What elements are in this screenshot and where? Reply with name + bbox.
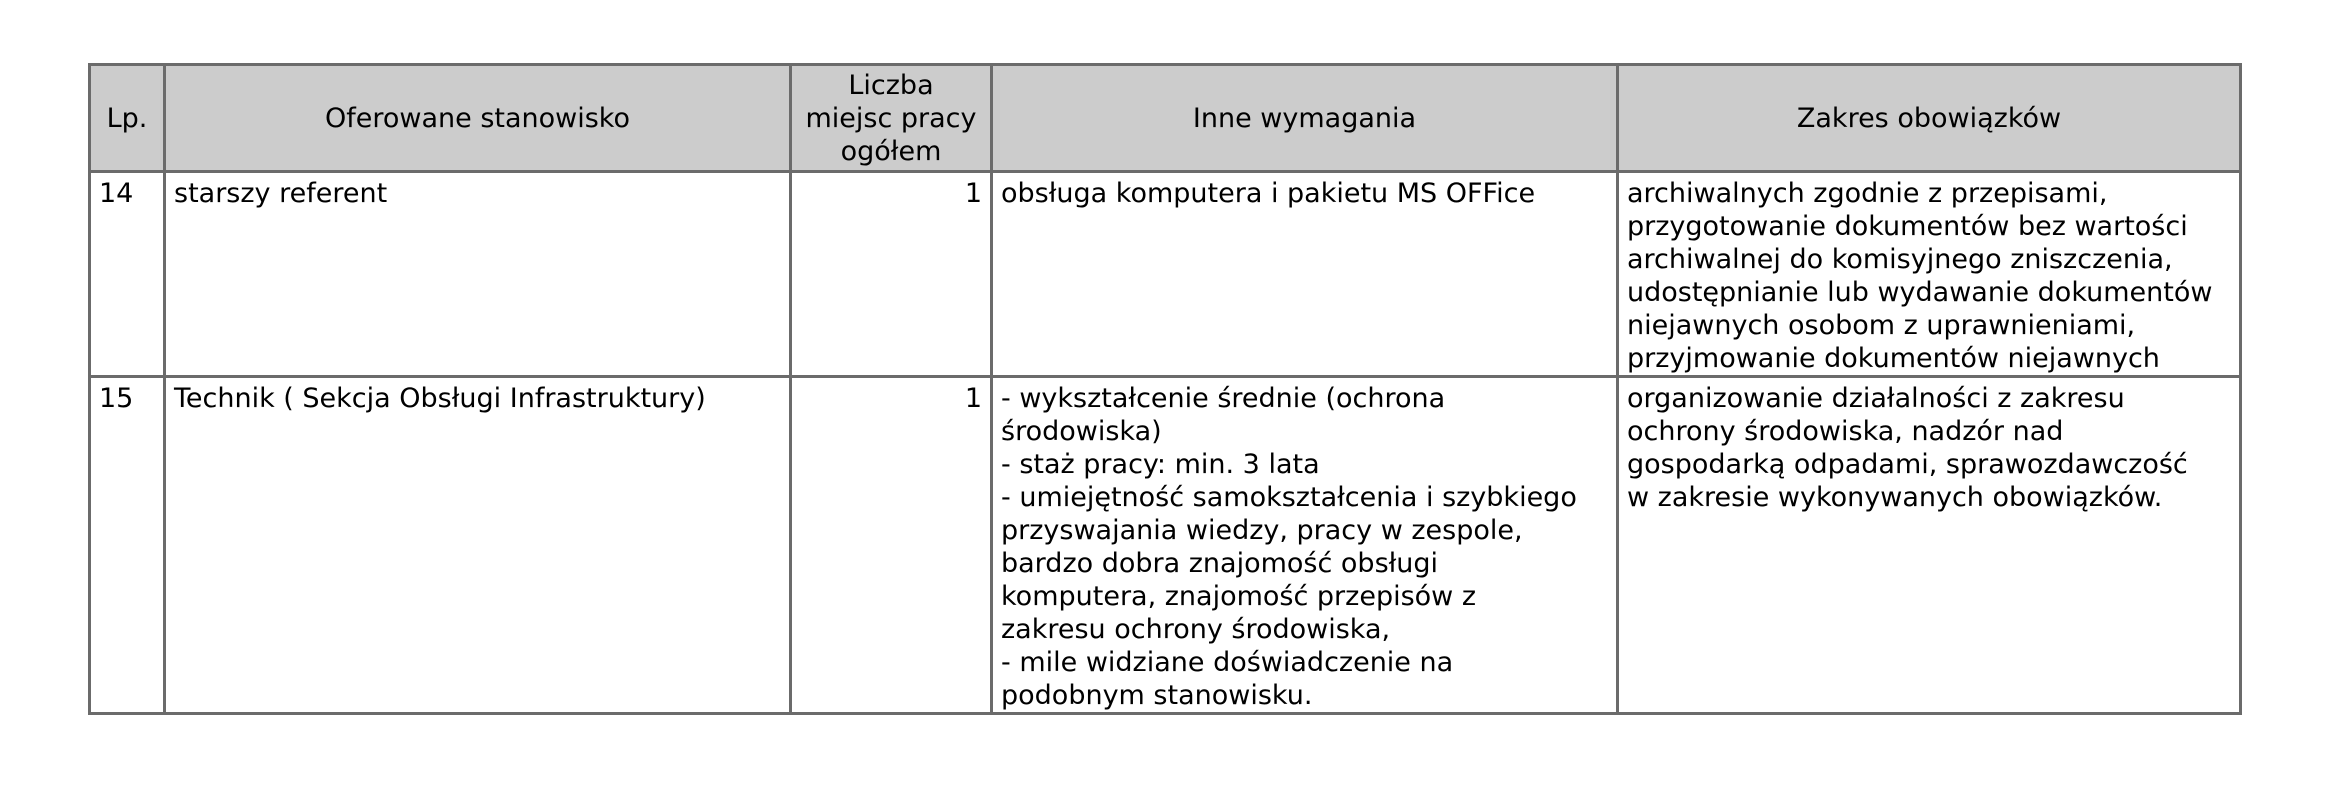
- cell-position: Technik ( Sekcja Obsługi Infrastruktury): [165, 377, 791, 714]
- cell-requirements: - wykształcenie średnie (ochrona środowiska) - staż pracy: min. 3 lata - umiejętność samokształcenia i szybkiego przyswajania wiedzy, pracy w zespole, bardzo dobra znajomość obsługi komputera, znajomość przepisów z zakresu ochrony środowiska, - mile widziane doświadczenie na podobnym stanowisku.: [992, 377, 1618, 714]
- cell-requirements: obsługa komputera i pakietu MS OFFice: [992, 172, 1618, 377]
- header-requirements: Inne wymagania: [992, 65, 1618, 172]
- job-offers-table: [88, 63, 2242, 715]
- table-row: [90, 377, 2241, 714]
- header-duties: Zakres obowiązków: [1618, 65, 2241, 172]
- cell-count: 1: [791, 377, 992, 714]
- cell-lp: 14: [90, 172, 165, 377]
- table-header-row: [90, 65, 2241, 172]
- cell-duties: organizowanie działalności z zakresu ochrony środowiska, nadzór nad gospodarką odpadami, sprawozdawczość w zakresie wykonywanych obowiązków.: [1618, 377, 2241, 714]
- cell-duties: archiwalnych zgodnie z przepisami, przygotowanie dokumentów bez wartości archiwalnej do komisyjnego zniszczenia, udostępnianie lub wydawanie dokumentów niejawnych osobom z uprawnieniami, przyjmowanie dokumentów niejawnych: [1618, 172, 2241, 377]
- header-position: Oferowane stanowisko: [165, 65, 791, 172]
- cell-count: 1: [791, 172, 992, 377]
- cell-lp: 15: [90, 377, 165, 714]
- header-lp: Lp.: [90, 65, 165, 172]
- cell-position: starszy referent: [165, 172, 791, 377]
- table-row: [90, 172, 2241, 377]
- header-count: Liczba miejsc pracy ogółem: [791, 65, 992, 172]
